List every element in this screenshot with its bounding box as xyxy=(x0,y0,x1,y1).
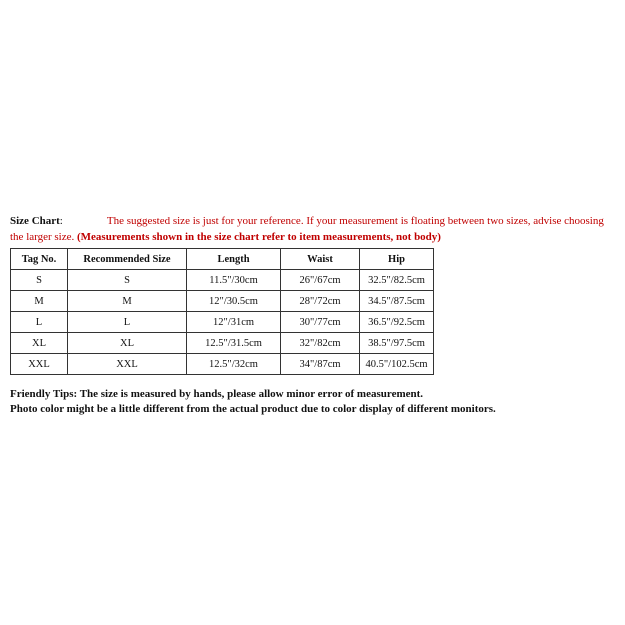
table-row xyxy=(11,291,434,312)
cell-recommended: XL xyxy=(68,333,187,354)
cell-recommended: M xyxy=(68,291,187,312)
cell-tag: XL xyxy=(11,333,68,354)
cell-length: 12"/31cm xyxy=(187,312,281,333)
header-hip: Hip xyxy=(360,249,434,270)
cell-length: 12.5"/32cm xyxy=(187,354,281,375)
header-recommended-size: Recommended Size xyxy=(68,249,187,270)
cell-hip: 36.5"/92.5cm xyxy=(360,312,434,333)
cell-length: 12.5"/31.5cm xyxy=(187,333,281,354)
size-chart-intro xyxy=(10,213,620,245)
table-row xyxy=(11,270,434,291)
tips-line-color: Photo color might be a little different from the actual product due to color display of different monitors. xyxy=(10,403,496,415)
cell-recommended: S xyxy=(68,270,187,291)
friendly-tips xyxy=(10,387,620,417)
reference-note: The suggested size is just for your reference. If your measurement is floating between two sizes, advise choosing the larger size. xyxy=(10,215,604,243)
cell-tag: XXL xyxy=(11,354,68,375)
table-header-row xyxy=(11,249,434,270)
cell-waist: 28"/72cm xyxy=(281,291,360,312)
table-row xyxy=(11,333,434,354)
cell-waist: 32"/82cm xyxy=(281,333,360,354)
size-chart-colon: : xyxy=(59,215,63,227)
cell-tag: M xyxy=(11,291,68,312)
cell-tag: S xyxy=(11,270,68,291)
cell-hip: 38.5"/97.5cm xyxy=(360,333,434,354)
cell-hip: 32.5"/82.5cm xyxy=(360,270,434,291)
cell-recommended: L xyxy=(68,312,187,333)
cell-recommended: XXL xyxy=(68,354,187,375)
cell-length: 12"/30.5cm xyxy=(187,291,281,312)
size-table xyxy=(10,248,434,375)
measurement-note: (Measurements shown in the size chart refer to item measurements, not body) xyxy=(77,231,441,243)
cell-tag: L xyxy=(11,312,68,333)
cell-hip: 40.5"/102.5cm xyxy=(360,354,434,375)
cell-waist: 30"/77cm xyxy=(281,312,360,333)
table-row xyxy=(11,354,434,375)
size-chart-section xyxy=(10,213,620,417)
cell-length: 11.5"/30cm xyxy=(187,270,281,291)
table-row xyxy=(11,312,434,333)
cell-waist: 34"/87cm xyxy=(281,354,360,375)
header-tag-no: Tag No. xyxy=(11,249,68,270)
cell-hip: 34.5"/87.5cm xyxy=(360,291,434,312)
tips-line-measurement: Friendly Tips: The size is measured by hands, please allow minor error of measurement. xyxy=(10,388,424,400)
header-length: Length xyxy=(187,249,281,270)
size-chart-label: Size Chart xyxy=(10,215,60,227)
cell-waist: 26"/67cm xyxy=(281,270,360,291)
header-waist: Waist xyxy=(281,249,360,270)
